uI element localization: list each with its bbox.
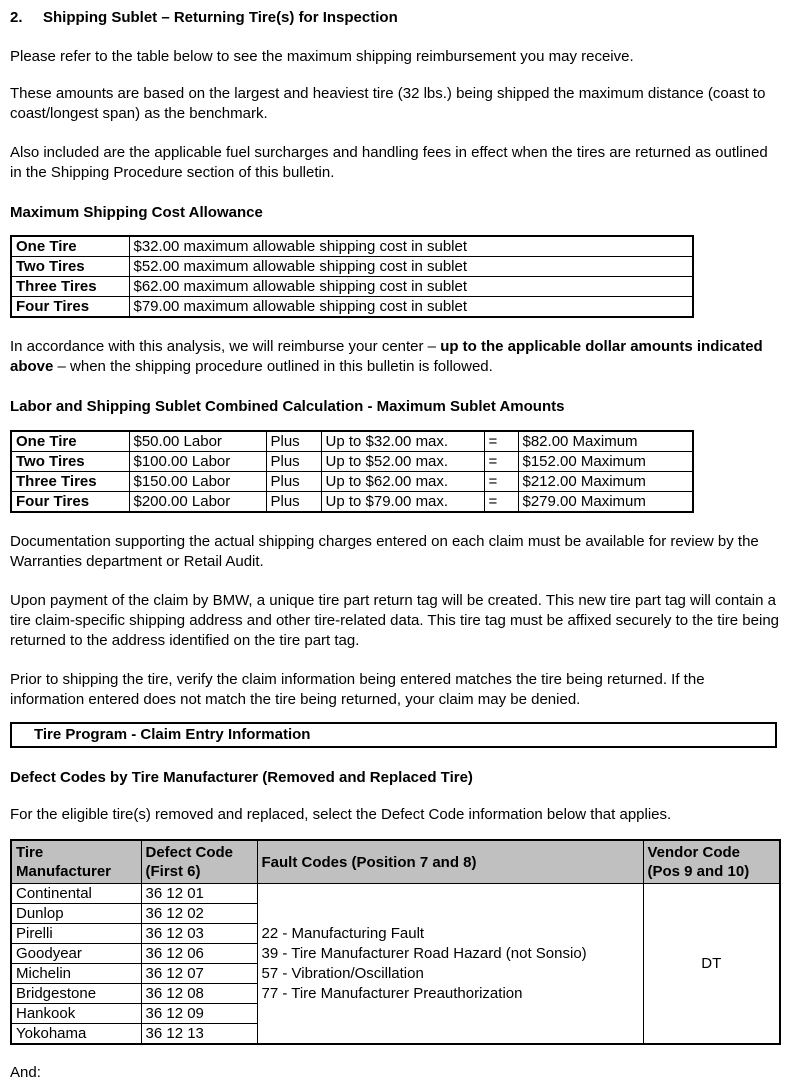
labor-table-cell: $50.00 Labor — [129, 431, 266, 452]
para-documentation: Documentation supporting the actual shipping charges entered on each claim must be available for review by the Warranties department or Retail Audit. — [10, 533, 759, 570]
defect-table-header-cell: Tire Manufacturer — [11, 840, 141, 884]
manufacturer-cell: Michelin — [11, 964, 141, 984]
labor-table-cell: $152.00 Maximum — [518, 452, 693, 472]
claim-entry-banner: Tire Program - Claim Entry Information — [10, 722, 777, 748]
defect-code-cell: 36 12 03 — [141, 924, 257, 944]
labor-table-cell: Up to $79.00 max. — [321, 492, 484, 513]
defect-table-body — [11, 884, 780, 1045]
labor-table-cell: Plus — [266, 472, 321, 492]
labor-table-cell: Three Tires — [11, 472, 129, 492]
labor-table-cell: One Tire — [11, 431, 129, 452]
manufacturer-cell: Goodyear — [11, 944, 141, 964]
labor-table-cell: $150.00 Labor — [129, 472, 266, 492]
fault-code-line: 57 - Vibration/Oscillation — [261, 964, 424, 982]
labor-sublet-table — [10, 430, 694, 513]
labor-table-cell: = — [484, 492, 518, 513]
defect-code-cell: 36 12 06 — [141, 944, 257, 964]
defect-code-cell: 36 12 13 — [141, 1024, 257, 1045]
labor-table-row — [11, 452, 693, 472]
labor-table-cell: = — [484, 431, 518, 452]
para-refer: Please refer to the table below to see the maximum shipping reimbursement you may receive. — [10, 48, 634, 65]
defect-table-row — [11, 884, 780, 904]
section-title: Shipping Sublet – Returning Tire(s) for Inspection — [43, 9, 398, 26]
tire-count-cell: Three Tires — [11, 277, 129, 297]
labor-table-cell: Four Tires — [11, 492, 129, 513]
shipping-amount-cell: $52.00 maximum allowable shipping cost in sublet — [129, 257, 693, 277]
labor-table-cell: $100.00 Labor — [129, 452, 266, 472]
defect-table-header-cell: Defect Code (First 6) — [141, 840, 257, 884]
defect-table-header-cell: Fault Codes (Position 7 and 8) — [257, 840, 643, 884]
defect-code-cell: 36 12 08 — [141, 984, 257, 1004]
manufacturer-cell: Dunlop — [11, 904, 141, 924]
labor-table-cell: Plus — [266, 431, 321, 452]
labor-table-cell: Up to $62.00 max. — [321, 472, 484, 492]
labor-table-cell: Plus — [266, 452, 321, 472]
shipping-table-body — [11, 236, 693, 317]
labor-table-cell: $279.00 Maximum — [518, 492, 693, 513]
para-eligible: For the eligible tire(s) removed and replaced, select the Defect Code information below that applies. — [10, 806, 672, 823]
labor-table-row — [11, 492, 693, 513]
shipping-amount-cell: $62.00 maximum allowable shipping cost in sublet — [129, 277, 693, 297]
manufacturer-cell: Bridgestone — [11, 984, 141, 1004]
defect-code-cell: 36 12 09 — [141, 1004, 257, 1024]
labor-table-body — [11, 431, 693, 512]
shipping-amount-cell: $32.00 maximum allowable shipping cost in sublet — [129, 236, 693, 257]
labor-table-cell: $82.00 Maximum — [518, 431, 693, 452]
shipping-amount-cell: $79.00 maximum allowable shipping cost in sublet — [129, 297, 693, 318]
defect-code-cell: 36 12 01 — [141, 884, 257, 904]
tire-count-cell: One Tire — [11, 236, 129, 257]
para-prior: Prior to shipping the tire, verify the claim information being entered matches the tire being returned. If the information entered does not match the tire being returned, your claim may be denied. — [10, 671, 705, 708]
labor-table-cell: Plus — [266, 492, 321, 513]
para-accordance-prefix: In accordance with this analysis, we will reimburse your center – — [10, 338, 441, 355]
labor-table-cell: = — [484, 472, 518, 492]
shipping-table-row — [11, 297, 693, 318]
fault-code-line: 22 - Manufacturing Fault — [261, 924, 425, 942]
manufacturer-cell: Yokohama — [11, 1024, 141, 1045]
labor-table-cell: Two Tires — [11, 452, 129, 472]
defect-codes-heading: Defect Codes by Tire Manufacturer (Removed and Replaced Tire) — [10, 769, 473, 786]
shipping-table-row — [11, 277, 693, 297]
tire-count-cell: Four Tires — [11, 297, 129, 318]
para-amounts: These amounts are based on the largest and heaviest tire (32 lbs.) being shipped the maximum distance (coast to coast/longest span) as the benchmark. — [10, 85, 766, 122]
fault-code-line: 77 - Tire Manufacturer Preauthorization — [261, 984, 523, 1002]
labor-table-row — [11, 472, 693, 492]
manufacturer-cell: Pirelli — [11, 924, 141, 944]
max-shipping-heading: Maximum Shipping Cost Allowance — [10, 204, 263, 221]
para-fuel: Also included are the applicable fuel surcharges and handling fees in effect when the tires are returned as outlined in the Shipping Procedure section of this bulletin. — [10, 144, 768, 181]
labor-table-cell: Up to $32.00 max. — [321, 431, 484, 452]
fault-codes-cell — [257, 884, 643, 1045]
labor-heading: Labor and Shipping Sublet Combined Calculation - Maximum Sublet Amounts — [10, 398, 565, 415]
para-accordance-bold: up to the applicable dollar amounts indicated above — [10, 338, 763, 375]
para-accordance-suffix: – when the shipping procedure outlined in this bulletin is followed. — [53, 358, 493, 375]
vendor-code-cell: DT — [643, 884, 780, 1045]
defect-code-cell: 36 12 07 — [141, 964, 257, 984]
defect-codes-table — [10, 839, 781, 1045]
para-accordance — [10, 337, 779, 377]
defect-table-header-row — [11, 840, 780, 884]
section-number: 2. — [10, 9, 23, 26]
manufacturer-cell: Hankook — [11, 1004, 141, 1024]
shipping-table-row — [11, 236, 693, 257]
labor-table-row — [11, 431, 693, 452]
labor-table-cell: = — [484, 452, 518, 472]
labor-table-cell: $212.00 Maximum — [518, 472, 693, 492]
defect-code-cell: 36 12 02 — [141, 904, 257, 924]
section-heading — [10, 8, 779, 28]
fault-code-line: 39 - Tire Manufacturer Road Hazard (not Sonsio) — [261, 944, 587, 962]
defect-table-header-cell: Vendor Code (Pos 9 and 10) — [643, 840, 780, 884]
para-upon: Upon payment of the claim by BMW, a unique tire part return tag will be created. This new tire part tag will contain a tire claim-specific shipping address and other tire-related data. This tire tag must be affixed securely to the tire being returned to the address identified on the tire part tag. — [10, 592, 780, 649]
manufacturer-cell: Continental — [11, 884, 141, 904]
labor-table-cell: Up to $52.00 max. — [321, 452, 484, 472]
footer-and: And: — [10, 1064, 41, 1081]
shipping-cost-table — [10, 235, 694, 318]
shipping-table-row — [11, 257, 693, 277]
labor-table-cell: $200.00 Labor — [129, 492, 266, 513]
tire-count-cell: Two Tires — [11, 257, 129, 277]
